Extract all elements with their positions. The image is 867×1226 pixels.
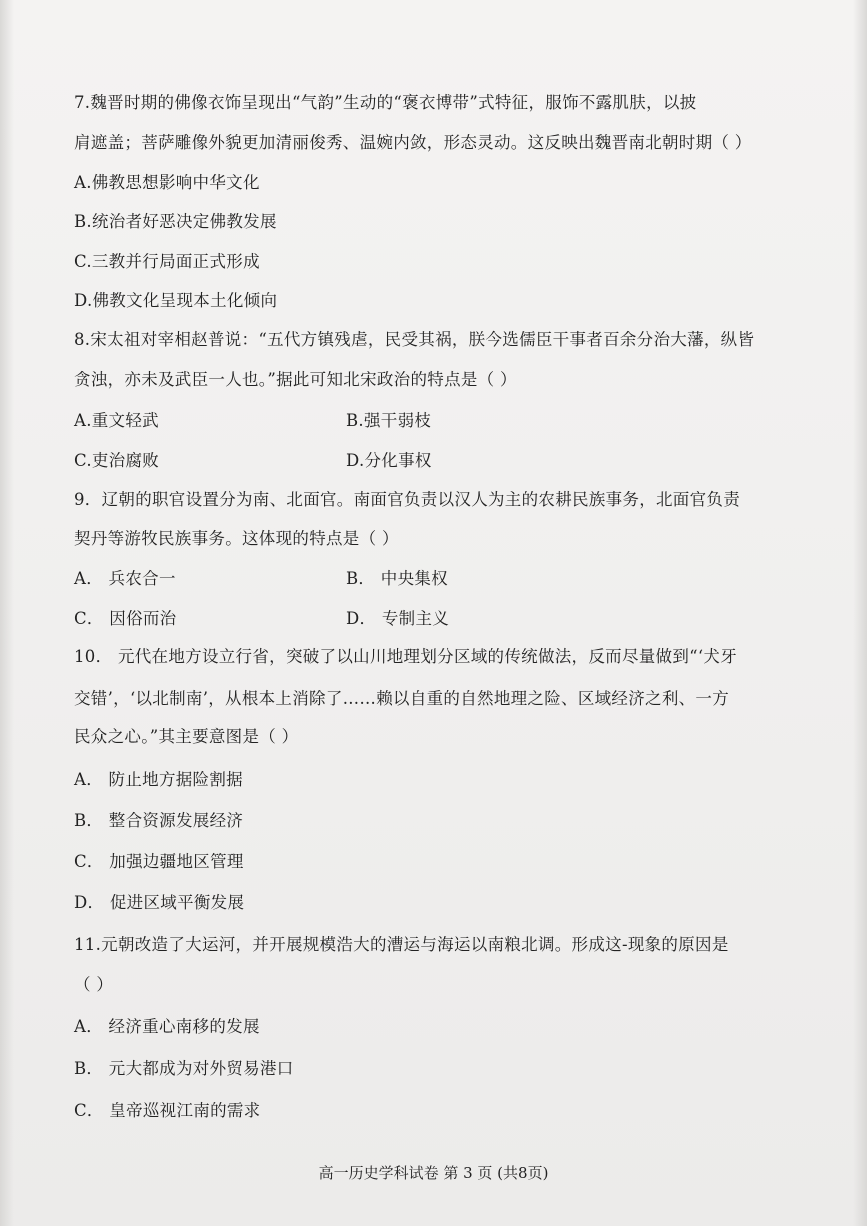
question-11-option-c: C． 皇帝巡视江南的需求: [74, 1101, 261, 1120]
question-7-option-a: A.佛教思想影响中华文化: [74, 173, 260, 192]
question-8-stem-line-1: 8.宋太祖对宰相赵普说：“五代方镇残虐，民受其祸，朕今选儒臣干事者百余分治大藩，纵皆: [74, 330, 755, 349]
question-7-stem-line-2: 肩遮盖；菩萨雕像外貌更加清丽俊秀、温婉内敛，形态灵动。这反映出魏晋南北朝时期（ ）: [74, 133, 752, 152]
question-11-option-a: A． 经济重心南移的发展: [74, 1017, 260, 1036]
question-8-option-a: A.重文轻武: [74, 411, 159, 430]
question-7-stem-line-1: 7.魏晋时期的佛像衣饰呈现出“气韵”生动的“褒衣博带”式特征，服饰不露肌肤，以披: [74, 93, 697, 112]
page-edge-shadow-left: [0, 0, 14, 1226]
question-11-stem-line-1: 11.元朝改造了大运河，并开展规模浩大的漕运与海运以南粮北调。形成这-现象的原因是: [74, 935, 729, 954]
question-10-stem-line-3: 民众之心。”其主要意图是（ ）: [74, 727, 299, 746]
question-10-stem-line-1: 10． 元代在地方设立行省，突破了以山川地理划分区域的传统做法，反而尽量做到“‘犬牙: [74, 647, 738, 666]
question-8-option-c: C.吏治腐败: [74, 451, 160, 470]
question-9-option-d: D． 专制主义: [346, 609, 450, 628]
question-10-option-a: A． 防止地方据险割据: [74, 770, 243, 789]
page-edge-shadow-right: [853, 0, 867, 1226]
question-9-option-b: B． 中央集权: [346, 569, 448, 588]
question-9-stem-line-1: 9．辽朝的职官设置分为南、北面官。南面官负责以汉人为主的农耕民族事务，北面官负责: [74, 490, 740, 509]
question-10-option-d: D． 促进区域平衡发展: [74, 893, 245, 912]
question-8-stem-line-2: 贪浊，亦未及武臣一人也。”据此可知北宋政治的特点是（ ）: [74, 370, 517, 389]
question-7-option-c: C.三教并行局面正式形成: [74, 252, 260, 271]
question-7-option-b: B.统治者好恶决定佛教发展: [74, 212, 277, 231]
question-8-option-d: D.分化事权: [346, 451, 432, 470]
question-11-option-b: B． 元大都成为对外贸易港口: [74, 1059, 294, 1078]
question-10-option-c: C． 加强边疆地区管理: [74, 852, 244, 871]
question-8-option-b: B.强干弱枝: [346, 411, 432, 430]
question-7-option-d: D.佛教文化呈现本土化倾向: [74, 291, 278, 310]
question-11-stem-line-2: （ ）: [74, 975, 114, 994]
page-footer: 高一历史学科试卷 第 3 页 (共8页): [318, 1164, 549, 1182]
question-9-option-a: A． 兵农合一: [74, 569, 176, 588]
question-9-option-c: C． 因俗而治: [74, 609, 177, 628]
question-10-option-b: B． 整合资源发展经济: [74, 811, 244, 830]
question-10-stem-line-2: 交错’，‘以北制南’，从根本上消除了……赖以自重的自然地理之险、区域经济之利、一方: [74, 689, 730, 708]
question-9-stem-line-2: 契丹等游牧民族事务。这体现的特点是（ ）: [74, 529, 399, 548]
